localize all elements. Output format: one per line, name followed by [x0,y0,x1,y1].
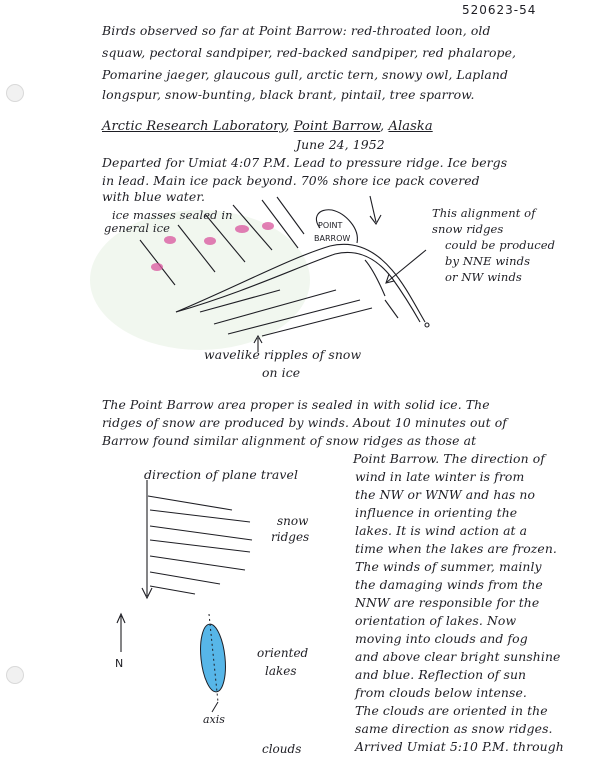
text-line: same direction as snow ridges. [355,721,553,736]
clouds-label: clouds [262,742,302,756]
text-line: the damaging winds from the [355,577,543,592]
ice-masses-label: general ice [104,221,171,235]
text-line: Departed for Umiat 4:07 P.M. Lead to pressure ridge. Ice bergs [102,155,508,170]
text-line: NNW are responsible for the [355,595,540,610]
ripples-label: wavelike ripples of snow [204,347,362,362]
text-line: The winds of summer, mainly [355,559,542,574]
text-line: Barrow found similar alignment of snow ridges as those at [102,433,477,448]
plane-direction-arrow [142,480,152,598]
text-line: from clouds below intense. [355,685,527,700]
text-line: This alignment of [432,206,536,220]
heading-place: Point Barrow [293,119,381,134]
text-line: in lead. Main ice pack beyond. 70% shore ice pack covered [102,173,480,188]
text-line: Pomarine jaeger, glaucous gull, arctic tern, snowy owl, Lapland [102,67,509,82]
oriented-lake [198,623,229,693]
heading-lab: Arctic Research Laboratory [102,119,286,134]
axis-label: axis [203,713,225,726]
text-line: and above clear bright sunshine [355,649,561,664]
text-line: Birds observed so far at Point Barrow: red-throated loon, old [102,23,491,38]
document-number: 520623-54 [462,3,537,17]
text-line: time when the lakes are frozen. [355,541,557,556]
oriented-lakes-label: oriented [257,646,309,660]
north-label: N [115,657,124,670]
text-line: longspur, snow-bunting, black brant, pintail, tree sparrow. [102,87,475,102]
plane-direction-label: direction of plane travel [144,467,299,482]
ripples-label: on ice [262,365,301,380]
text-line: wind in late winter is from [355,469,525,484]
text-line: influence in orienting the [355,505,518,520]
point-barrow-label: POINT [318,221,343,230]
text-line: Arrived Umiat 5:10 P.M. through [355,739,564,754]
point-barrow-label: BARROW [314,234,351,243]
snow-ridge-lines [148,496,252,594]
ice-masses-label: ice masses sealed in [112,208,233,222]
text-line: with blue water. [102,189,206,204]
snow-ridges-label: snow [277,514,309,528]
text-line: orientation of lakes. Now [355,613,517,628]
text-line: The clouds are oriented in the [355,703,548,718]
text-line: Point Barrow. The direction of [353,451,545,466]
text-line: ridges of snow are produced by winds. About 10 minutes out of [102,415,507,430]
entry-heading: Arctic Research Laboratory, Point Barrow, Alaska [102,119,433,134]
text-line: by NNE winds [445,254,531,268]
text-line: moving into clouds and fog [355,631,528,646]
text-line: snow ridges [432,222,504,236]
text-line: could be produced [445,238,556,252]
text-line: and blue. Reflection of sun [355,667,527,682]
snow-ridges-label: ridges [271,530,310,544]
north-arrow [117,614,125,652]
text-line: the NW or WNW and has no [355,487,536,502]
text-line: or NW winds [445,270,522,284]
heading-state: Alaska [388,119,433,134]
text-line: The Point Barrow area proper is sealed in with solid ice. The [102,397,490,412]
entry-date: June 24, 1952 [296,137,385,152]
text-line: lakes. It is wind action at a [355,523,528,538]
text-line: squaw, pectoral sandpiper, red-backed sandpiper, red phalarope, [102,45,517,60]
oriented-lakes-label: lakes [265,664,297,678]
